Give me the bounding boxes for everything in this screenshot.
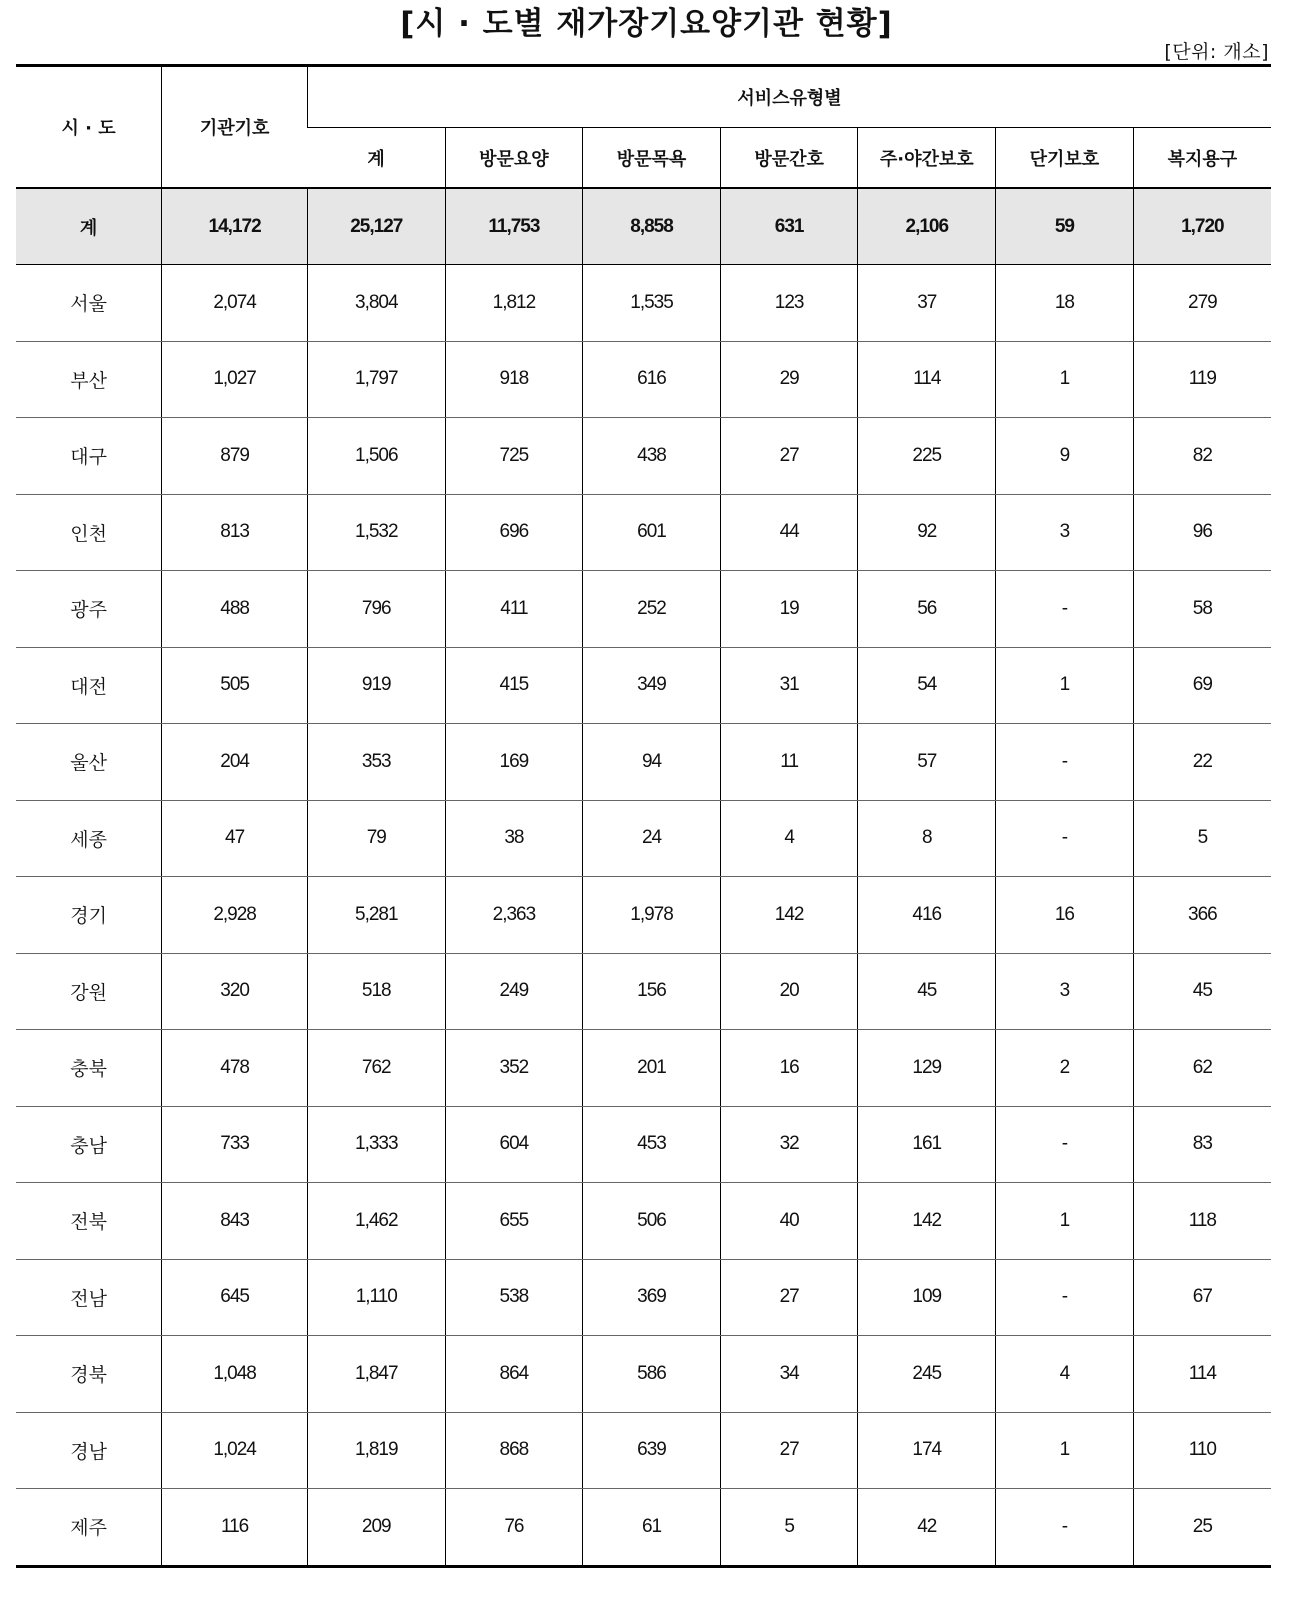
value-cell: 2,928: [162, 877, 308, 954]
header-home-bathing: 방문목욕: [583, 128, 721, 189]
value-cell: 438: [583, 418, 721, 495]
total-cell: 14,172: [162, 188, 308, 265]
value-cell: 1,462: [307, 1183, 445, 1260]
value-cell: 22: [1133, 724, 1271, 801]
value-cell: 29: [720, 341, 858, 418]
value-cell: 725: [445, 418, 583, 495]
value-cell: 918: [445, 341, 583, 418]
value-cell: 762: [307, 1030, 445, 1107]
value-cell: 813: [162, 494, 308, 571]
value-cell: 864: [445, 1336, 583, 1413]
value-cell: 3,804: [307, 265, 445, 342]
region-cell: 전북: [16, 1183, 162, 1260]
value-cell: 24: [583, 800, 721, 877]
value-cell: 76: [445, 1489, 583, 1567]
header-home-nursing: 방문간호: [720, 128, 858, 189]
value-cell: 32: [720, 1106, 858, 1183]
value-cell: 601: [583, 494, 721, 571]
value-cell: 94: [583, 724, 721, 801]
value-cell: 919: [307, 647, 445, 724]
table-row: [16, 1259, 1271, 1336]
region-cell: 전남: [16, 1259, 162, 1336]
total-region-cell: 계: [16, 188, 162, 265]
value-cell: 27: [720, 1412, 858, 1489]
value-cell: 57: [858, 724, 996, 801]
table-row: [16, 647, 1271, 724]
region-cell: 제주: [70, 1517, 107, 1540]
value-cell: 16: [720, 1030, 858, 1107]
table-row: [16, 724, 1271, 801]
value-cell: 655: [445, 1183, 583, 1260]
value-cell: 796: [307, 571, 445, 648]
table-row: [16, 1489, 1271, 1567]
value-cell: 169: [445, 724, 583, 801]
value-cell: 2: [996, 1030, 1134, 1107]
region-cell: 강원: [16, 953, 162, 1030]
value-cell: 696: [445, 494, 583, 571]
total-row: [16, 188, 1271, 265]
region-cell: 대전: [16, 647, 162, 724]
value-cell: 129: [858, 1030, 996, 1107]
region-cell: 부산: [16, 341, 162, 418]
value-cell: 109: [858, 1259, 996, 1336]
table-row: [16, 1336, 1271, 1413]
region-cell: 울산: [16, 724, 162, 801]
value-cell: 119: [1133, 341, 1271, 418]
total-cell: 25,127: [307, 188, 445, 265]
value-cell: 156: [583, 953, 721, 1030]
value-cell: 8: [858, 800, 996, 877]
total-cell: 59: [996, 188, 1134, 265]
value-cell: 478: [162, 1030, 308, 1107]
value-cell: 733: [162, 1106, 308, 1183]
value-cell: 174: [858, 1412, 996, 1489]
header-day-night-care: 주·야간보호: [858, 128, 996, 189]
region-cell: 충북: [16, 1030, 162, 1107]
value-cell: 1,812: [445, 265, 583, 342]
value-cell: 1,797: [307, 341, 445, 418]
total-cell: 11,753: [445, 188, 583, 265]
header-institutions: 기관기호: [162, 66, 308, 189]
value-cell: 639: [583, 1412, 721, 1489]
header-service-group: 서비스유형별: [307, 66, 1271, 128]
value-cell: 538: [445, 1259, 583, 1336]
value-cell: 45: [1133, 953, 1271, 1030]
value-cell: 1,847: [307, 1336, 445, 1413]
value-cell: 349: [583, 647, 721, 724]
value-cell: 1,333: [307, 1106, 445, 1183]
table-row: [16, 265, 1271, 342]
header-service-total: 계: [307, 128, 445, 189]
value-cell: 142: [858, 1183, 996, 1260]
value-cell: 45: [858, 953, 996, 1030]
region-cell: 대구: [16, 418, 162, 495]
value-cell: 252: [583, 571, 721, 648]
value-cell: 82: [1133, 418, 1271, 495]
value-cell: 1: [996, 1412, 1134, 1489]
value-cell: 110: [1133, 1412, 1271, 1489]
value-cell: 16: [996, 877, 1134, 954]
total-cell: 1,720: [1133, 188, 1271, 265]
value-cell: 42: [858, 1489, 996, 1567]
value-cell: 69: [1133, 647, 1271, 724]
value-cell: 879: [162, 418, 308, 495]
value-cell: 2,363: [445, 877, 583, 954]
table-row: [16, 1412, 1271, 1489]
unit-label: [단위: 개소]: [1164, 41, 1269, 63]
table-row: [16, 1183, 1271, 1260]
value-cell: 5,281: [307, 877, 445, 954]
value-cell: 5: [1133, 800, 1271, 877]
value-cell: 118: [1133, 1183, 1271, 1260]
value-cell: 1,535: [583, 265, 721, 342]
value-cell: 79: [307, 800, 445, 877]
value-cell: -: [996, 571, 1134, 648]
value-cell: 3: [996, 494, 1134, 571]
value-cell: 488: [162, 571, 308, 648]
value-cell: 366: [1133, 877, 1271, 954]
value-cell: 9: [996, 418, 1134, 495]
value-cell: -: [996, 724, 1134, 801]
value-cell: 4: [996, 1336, 1134, 1413]
value-cell: 1,024: [162, 1412, 308, 1489]
total-cell: 2,106: [858, 188, 996, 265]
value-cell: 616: [583, 341, 721, 418]
table-row: [16, 418, 1271, 495]
table-row: [16, 1030, 1271, 1107]
table-row: [16, 494, 1271, 571]
value-cell: 453: [583, 1106, 721, 1183]
page-title: [시 · 도별 재가장기요양기관 현황]: [400, 6, 893, 42]
value-cell: 116: [162, 1489, 308, 1567]
table-row: [16, 800, 1271, 877]
region-cell: 경기: [16, 877, 162, 954]
value-cell: 416: [858, 877, 996, 954]
value-cell: 5: [720, 1489, 858, 1567]
value-cell: 645: [162, 1259, 308, 1336]
value-cell: 209: [307, 1489, 445, 1567]
value-cell: 353: [307, 724, 445, 801]
value-cell: 92: [858, 494, 996, 571]
value-cell: 27: [720, 1259, 858, 1336]
institution-table: [16, 64, 1271, 1568]
value-cell: 34: [720, 1336, 858, 1413]
value-cell: 1,978: [583, 877, 721, 954]
value-cell: 868: [445, 1412, 583, 1489]
value-cell: 44: [720, 494, 858, 571]
value-cell: 27: [720, 418, 858, 495]
value-cell: 320: [162, 953, 308, 1030]
value-cell: 67: [1133, 1259, 1271, 1336]
value-cell: 1,532: [307, 494, 445, 571]
value-cell: 506: [583, 1183, 721, 1260]
value-cell: 114: [858, 341, 996, 418]
value-cell: 1,027: [162, 341, 308, 418]
value-cell: 1,110: [307, 1259, 445, 1336]
header-short-term-care: 단기보호: [996, 128, 1134, 189]
value-cell: 1,819: [307, 1412, 445, 1489]
value-cell: 20: [720, 953, 858, 1030]
region-cell: 충남: [16, 1106, 162, 1183]
value-cell: 415: [445, 647, 583, 724]
value-cell: 25: [1133, 1489, 1271, 1567]
value-cell: 31: [720, 647, 858, 724]
value-cell: 369: [583, 1259, 721, 1336]
value-cell: 161: [858, 1106, 996, 1183]
value-cell: 40: [720, 1183, 858, 1260]
region-cell: 서울: [16, 265, 162, 342]
value-cell: 586: [583, 1336, 721, 1413]
value-cell: 56: [858, 571, 996, 648]
value-cell: 54: [858, 647, 996, 724]
value-cell: 11: [720, 724, 858, 801]
value-cell: -: [996, 1489, 1134, 1567]
value-cell: 142: [720, 877, 858, 954]
value-cell: 61: [583, 1489, 721, 1567]
value-cell: 249: [445, 953, 583, 1030]
table-row: [16, 953, 1271, 1030]
value-cell: 83: [1133, 1106, 1271, 1183]
value-cell: 58: [1133, 571, 1271, 648]
value-cell: 37: [858, 265, 996, 342]
value-cell: 505: [162, 647, 308, 724]
value-cell: -: [996, 1259, 1134, 1336]
total-cell: 631: [720, 188, 858, 265]
value-cell: 518: [307, 953, 445, 1030]
value-cell: 225: [858, 418, 996, 495]
value-cell: 1,506: [307, 418, 445, 495]
value-cell: 3: [996, 953, 1134, 1030]
value-cell: 47: [162, 800, 308, 877]
header-home-care: 방문요양: [445, 128, 583, 189]
value-cell: 411: [445, 571, 583, 648]
table-row: [16, 877, 1271, 954]
value-cell: 279: [1133, 265, 1271, 342]
value-cell: 123: [720, 265, 858, 342]
value-cell: 1: [996, 647, 1134, 724]
value-cell: 1,048: [162, 1336, 308, 1413]
value-cell: 245: [858, 1336, 996, 1413]
value-cell: 18: [996, 265, 1134, 342]
value-cell: 1: [996, 341, 1134, 418]
value-cell: 201: [583, 1030, 721, 1107]
table-row: [16, 1106, 1271, 1183]
value-cell: 204: [162, 724, 308, 801]
region-cell: 경남: [16, 1412, 162, 1489]
value-cell: 1: [996, 1183, 1134, 1260]
header-welfare-equipment: 복지용구: [1133, 128, 1271, 189]
value-cell: 38: [445, 800, 583, 877]
value-cell: 843: [162, 1183, 308, 1260]
region-cell: 경북: [16, 1336, 162, 1413]
table-row: [16, 571, 1271, 648]
table-row: [16, 341, 1271, 418]
value-cell: 114: [1133, 1336, 1271, 1413]
header-region: 시 · 도: [16, 66, 162, 189]
region-cell: 광주: [16, 571, 162, 648]
value-cell: 2,074: [162, 265, 308, 342]
value-cell: 62: [1133, 1030, 1271, 1107]
value-cell: 352: [445, 1030, 583, 1107]
region-cell: 세종: [16, 800, 162, 877]
value-cell: -: [996, 800, 1134, 877]
value-cell: 96: [1133, 494, 1271, 571]
value-cell: -: [996, 1106, 1134, 1183]
value-cell: 604: [445, 1106, 583, 1183]
region-cell: 인천: [16, 494, 162, 571]
total-cell: 8,858: [583, 188, 721, 265]
value-cell: 19: [720, 571, 858, 648]
value-cell: 4: [720, 800, 858, 877]
